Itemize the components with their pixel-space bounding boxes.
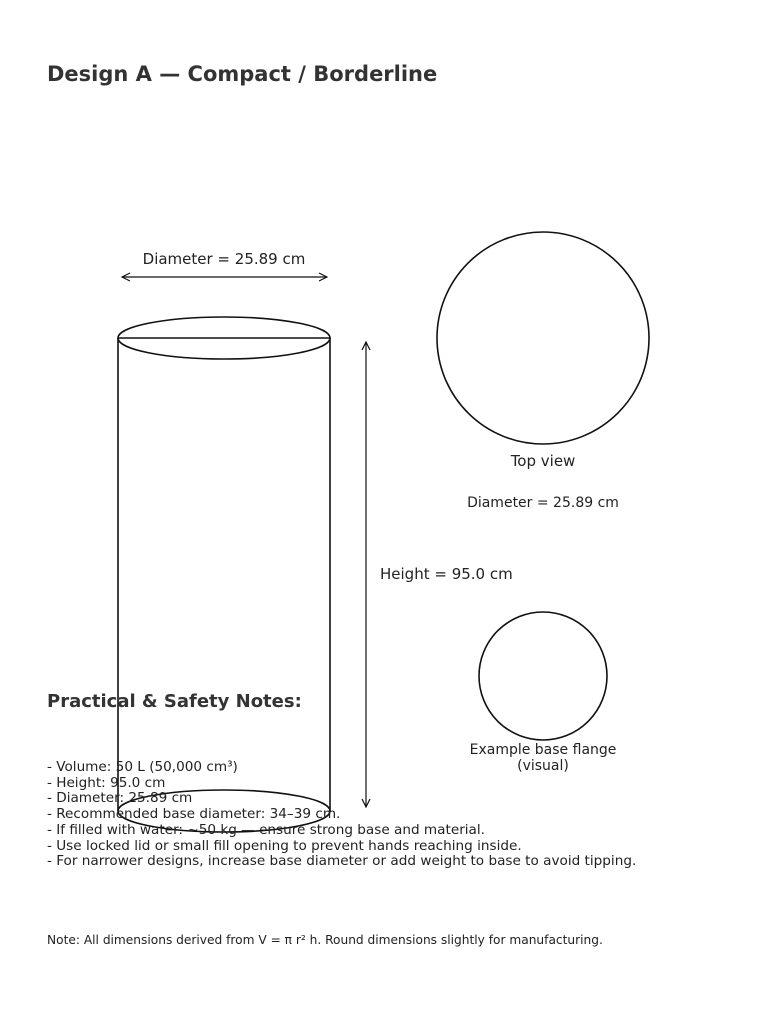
notes-item-height: - Height: 95.0 cm (47, 774, 166, 791)
notes-item-water-weight: - If filled with water: ~50 kg — ensure strong base and material. (47, 821, 485, 838)
notes-item-narrow-designs: - For narrower designs, increase base diameter or add weight to base to avoid tipping. (47, 853, 637, 870)
notes-item-base-diameter: - Recommended base diameter: 34–39 cm. (47, 806, 341, 823)
base-flange-label-line1: Example base flange (469, 742, 617, 758)
footer-note: Note: All dimensions derived from V = π r² h. Round dimensions slightly for manufacturing. (47, 933, 603, 947)
top-view-label: Top view (510, 452, 576, 470)
top-view-circle (437, 232, 649, 444)
notes-heading: Practical & Safety Notes: (47, 691, 302, 712)
notes-item-locked-lid: - Use locked lid or small fill opening to prevent hands reaching inside. (47, 837, 522, 854)
notes-item-diameter: - Diameter: 25.89 cm (47, 790, 193, 807)
base-flange-label-line2: (visual) (517, 758, 569, 774)
cylinder-side-view (118, 317, 330, 832)
top-view-diameter-label: Diameter = 25.89 cm (467, 495, 619, 511)
page-title: Design A — Compact / Borderline (47, 62, 438, 86)
diameter-label: Diameter = 25.89 cm (142, 250, 306, 268)
base-flange-circle (479, 612, 607, 740)
height-label: Height = 95.0 cm (380, 565, 513, 583)
notes-list (47, 760, 636, 870)
notes-item-volume: - Volume: 50 L (50,000 cm³) (47, 759, 238, 775)
